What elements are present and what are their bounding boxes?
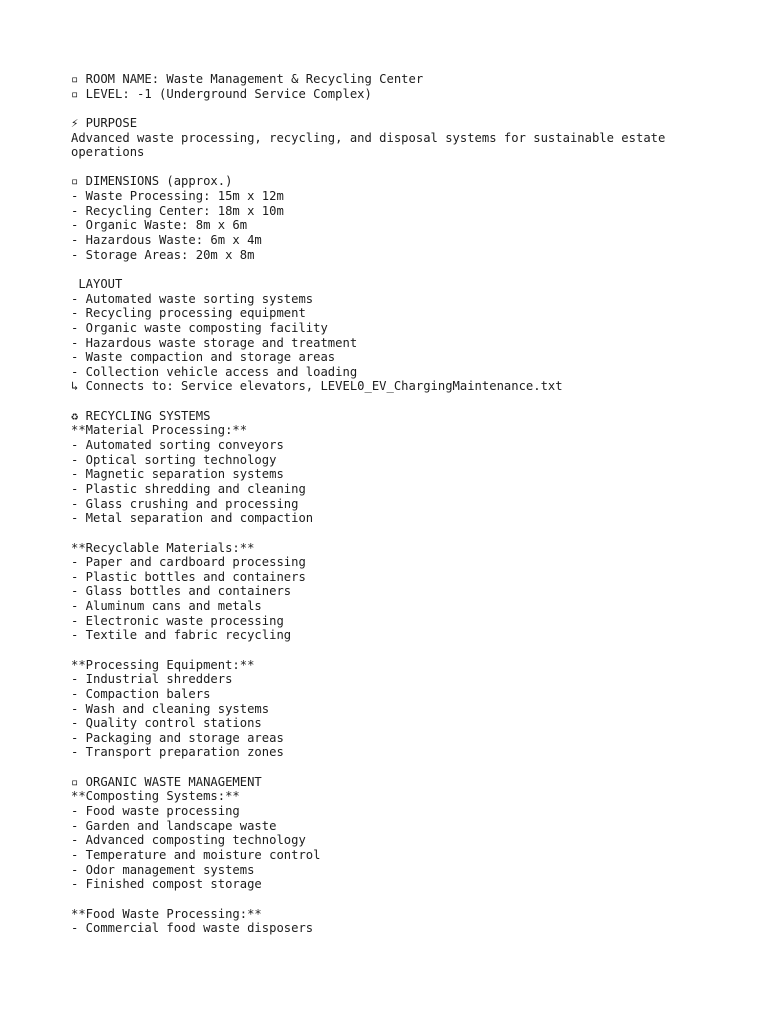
blank-line: [71, 262, 711, 277]
text-line: **Material Processing:**: [71, 423, 248, 438]
text-line: - Advanced composting technology: [71, 833, 306, 848]
text-line: - Compaction balers: [71, 686, 211, 701]
text-line: - Electronic waste processing: [71, 613, 284, 628]
text-line: - Metal separation and compaction: [71, 511, 314, 526]
text-line: - Hazardous waste storage and treatment: [71, 335, 358, 350]
text-line: ▫ DIMENSIONS (approx.): [71, 174, 233, 189]
text-line: - Hazardous Waste: 6m x 4m: [71, 233, 262, 248]
blank-line: [71, 101, 711, 116]
text-line: - Commercial food waste disposers: [71, 921, 314, 936]
text-line: **Recyclable Materials:**: [71, 540, 255, 555]
text-line: - Plastic bottles and containers: [71, 569, 306, 584]
text-line: - Textile and fabric recycling: [71, 628, 292, 643]
text-line: - Temperature and moisture control: [71, 847, 321, 862]
text-line: - Waste Processing: 15m x 12m: [71, 189, 284, 204]
text-line: - Optical sorting technology: [71, 452, 277, 467]
text-line: - Glass crushing and processing: [71, 496, 299, 511]
text-line: ⚡ PURPOSE: [71, 115, 138, 130]
text-line: - Garden and landscape waste: [71, 818, 277, 833]
blank-line: [71, 760, 711, 775]
text-line: - Aluminum cans and metals: [71, 599, 262, 614]
text-line: - Organic Waste: 8m x 6m: [71, 218, 248, 233]
text-line: ▫ LEVEL: -1 (Underground Service Complex): [71, 86, 372, 101]
text-line: - Collection vehicle access and loading: [71, 364, 358, 379]
text-line: - Automated sorting conveyors: [71, 438, 284, 453]
text-line: - Automated waste sorting systems: [71, 291, 314, 306]
text-line: Advanced waste processing, recycling, and disposal systems for sustainable estate: [71, 130, 666, 145]
document-page: [71, 72, 711, 936]
text-line: - Paper and cardboard processing: [71, 555, 306, 570]
text-line: - Food waste processing: [71, 804, 240, 819]
text-line: **Food Waste Processing:**: [71, 906, 262, 921]
text-line: ▫ ROOM NAME: Waste Management & Recycling Center: [71, 72, 424, 86]
text-line: - Odor management systems: [71, 862, 255, 877]
text-line: - Plastic shredding and cleaning: [71, 481, 306, 496]
text-line: - Industrial shredders: [71, 672, 233, 687]
text-line: - Magnetic separation systems: [71, 467, 284, 482]
text-line: - Finished compost storage: [71, 877, 262, 892]
text-line: - Storage Areas: 20m x 8m: [71, 247, 255, 262]
blank-line: [71, 892, 711, 907]
text-line: ♻ RECYCLING SYSTEMS: [71, 408, 211, 423]
text-line: - Packaging and storage areas: [71, 730, 284, 745]
text-line: - Transport preparation zones: [71, 745, 284, 760]
text-line: - Glass bottles and containers: [71, 584, 292, 599]
text-line: ▫ ORGANIC WASTE MANAGEMENT: [71, 774, 262, 789]
text-line: ↳ Connects to: Service elevators, LEVEL0_EV_ChargingMaintenance.txt: [71, 379, 563, 394]
text-line: - Organic waste composting facility: [71, 320, 328, 335]
text-line: - Quality control stations: [71, 716, 262, 731]
text-line: - Waste compaction and storage areas: [71, 350, 336, 365]
blank-line: [71, 526, 711, 541]
blank-line: [71, 643, 711, 658]
text-line: - Recycling processing equipment: [71, 306, 306, 321]
text-line: operations: [71, 145, 145, 160]
blank-line: [71, 160, 711, 175]
text-line: **Composting Systems:**: [71, 789, 240, 804]
text-line: - Recycling Center: 18m x 10m: [71, 203, 284, 218]
text-line: LAYOUT: [71, 276, 123, 291]
text-line: - Wash and cleaning systems: [71, 701, 270, 716]
text-line: **Processing Equipment:**: [71, 657, 255, 672]
blank-line: [71, 394, 711, 409]
